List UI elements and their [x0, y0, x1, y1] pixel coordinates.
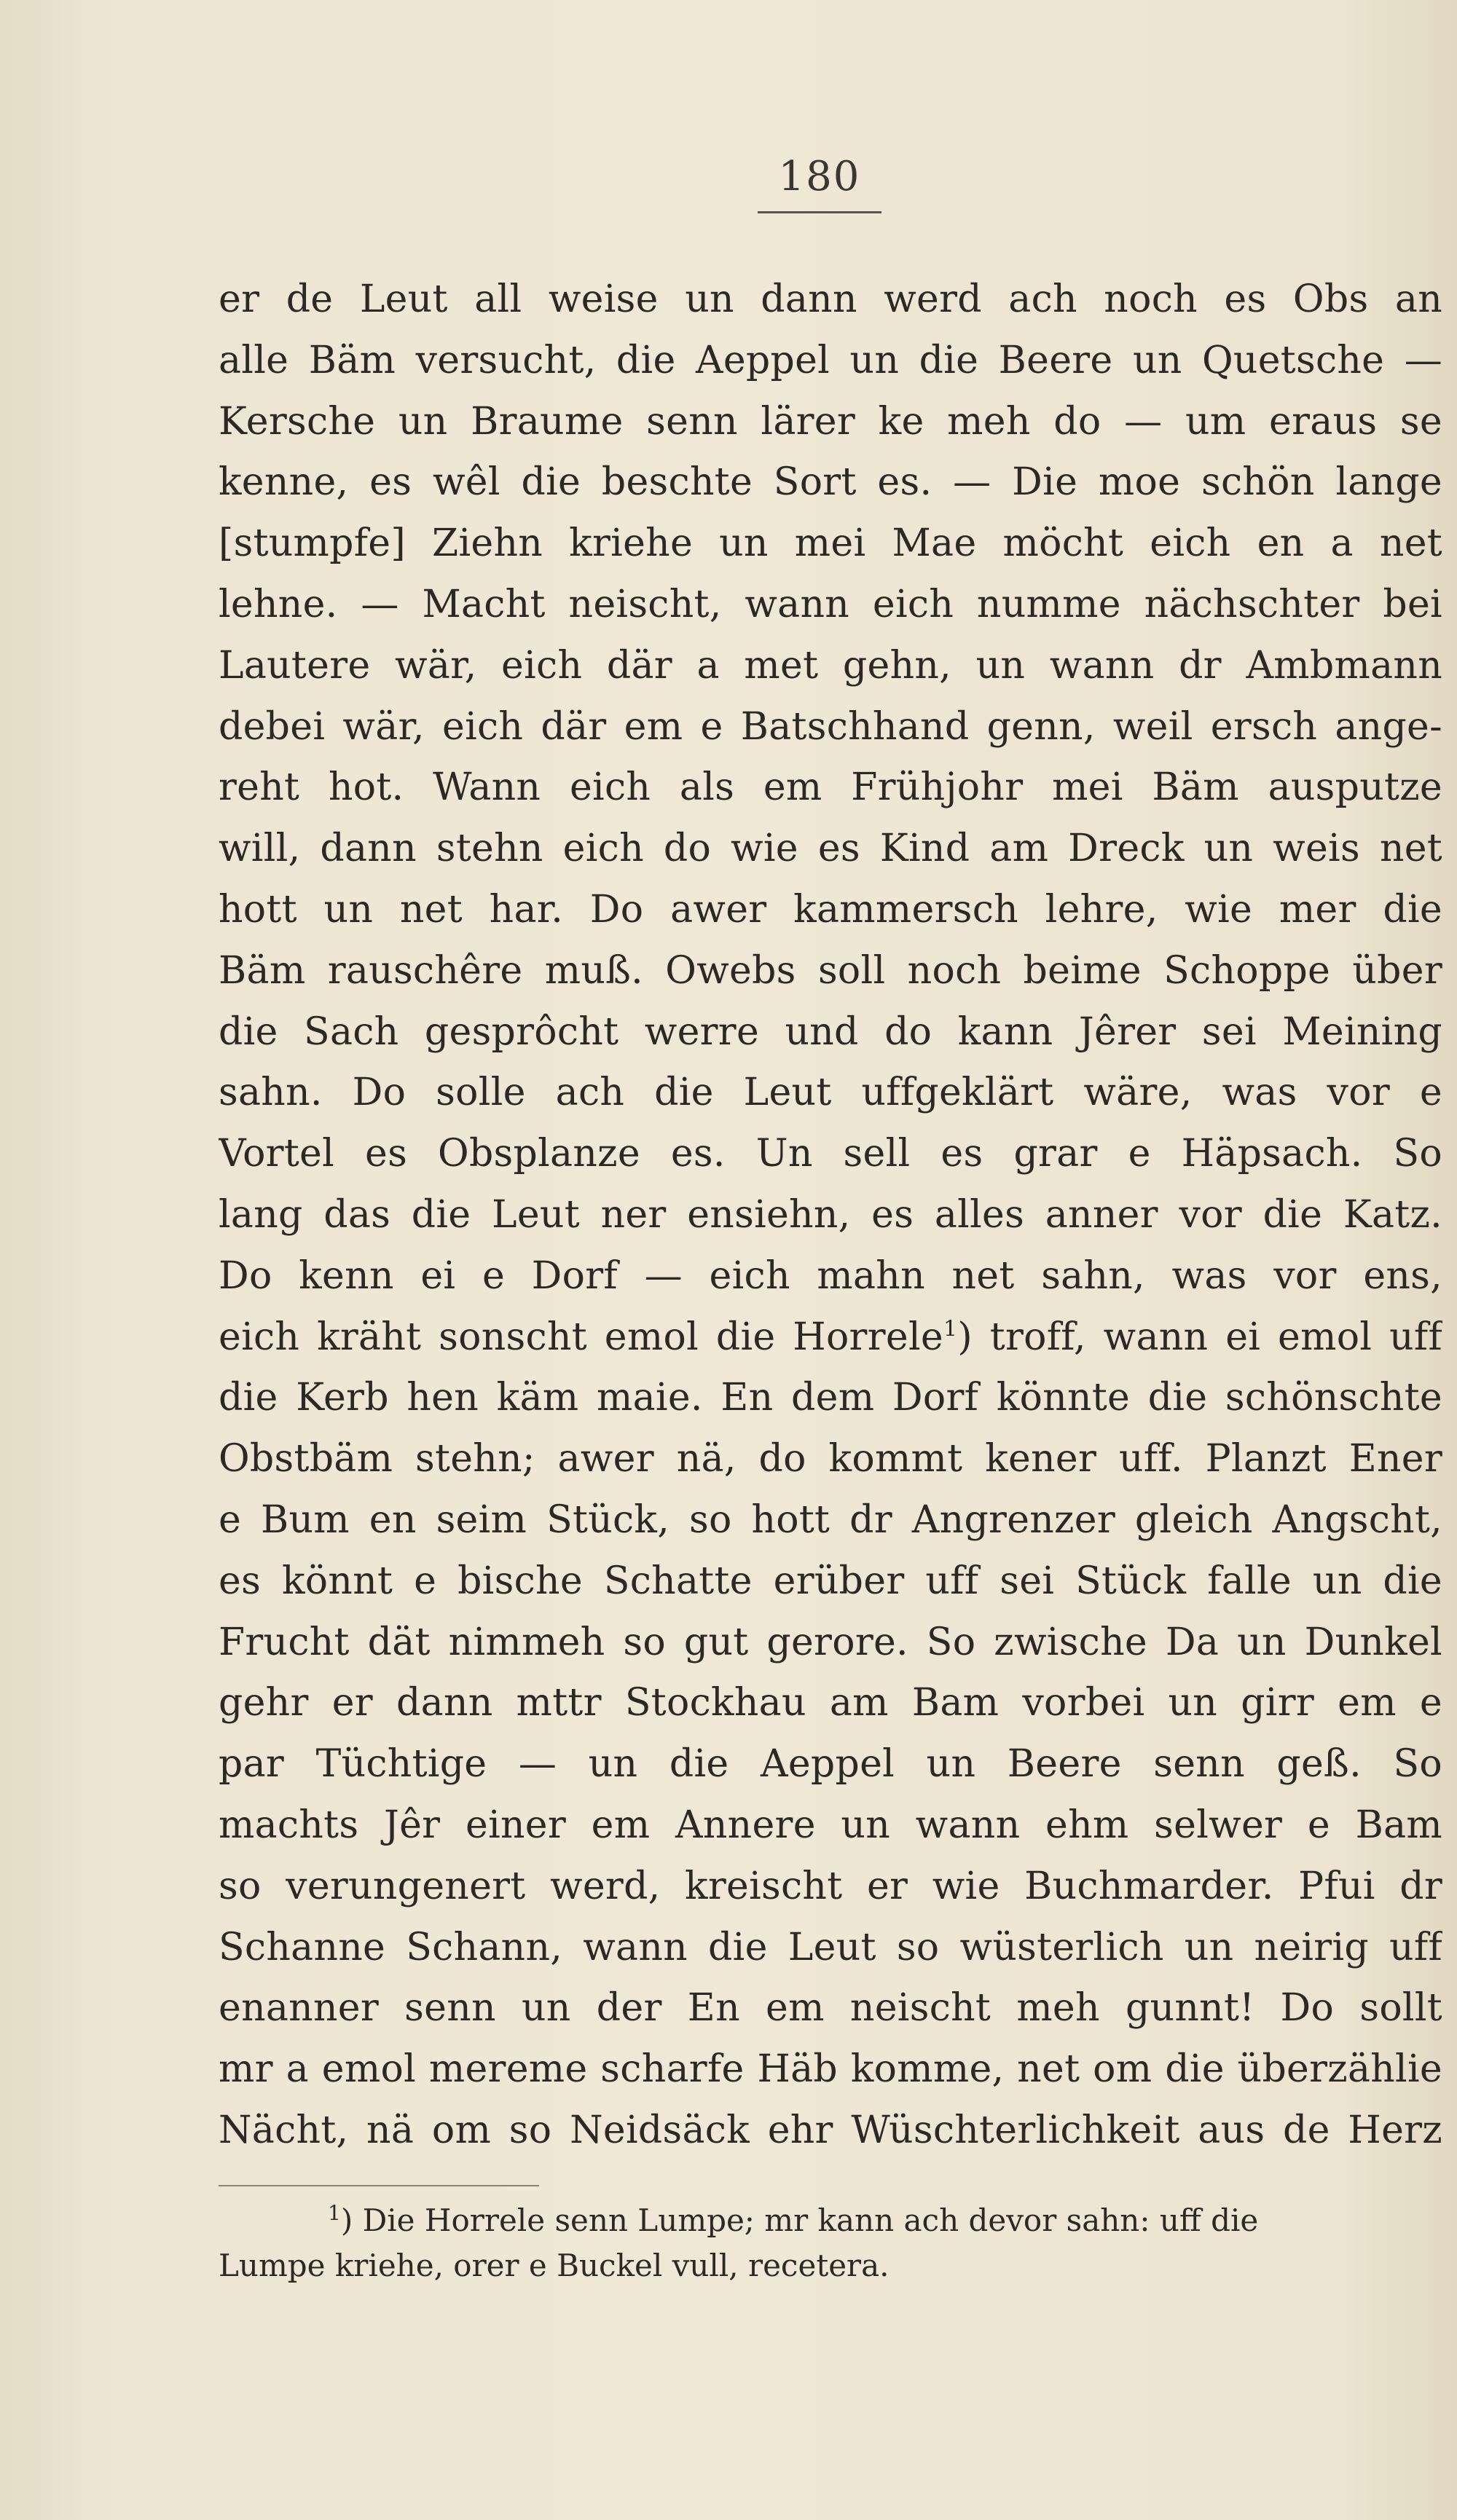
footnote-line — [219, 2198, 1442, 2243]
text-line: sahn. Do solle ach die Leut uffgeklärt wäre, was vor e — [219, 1071, 1442, 1115]
footnote-marker: 1 — [328, 2201, 341, 2225]
text-line: er de Leut all weise un dann werd ach noch es Obs an — [219, 277, 1442, 321]
text-line: Vortel es Obsplanze es. Un sell es grar e Häpsach. So — [219, 1132, 1442, 1176]
footnote-reference: 1 — [943, 1316, 958, 1342]
page-number-rule — [758, 211, 881, 213]
text-line: Nächt, nä om so Neidsäck ehr Wüschterlichkeit aus de Herz — [219, 2108, 1442, 2152]
text-line: Lautere wär, eich där a met gehn, un wann dr Ambmann — [219, 643, 1442, 688]
footnote-line: Lumpe kriehe, orer e Buckel vull, recetera. — [219, 2248, 889, 2283]
text-line: Frucht dät nimmeh so gut gerore. So zwische Da un Dunkel — [219, 1620, 1442, 1664]
text-line: mr a emol mereme scharfe Häb komme, net om die überzählie — [219, 2047, 1442, 2092]
text-line: enanner senn un der En em neischt meh gunnt! Do sollt — [219, 1986, 1442, 2031]
text-line: Obstbäm stehn; awer nä, do kommt kener uff. Planzt Ener — [219, 1437, 1442, 1481]
text-line: par Tüchtige — un die Aeppel un Beere senn geß. So — [219, 1742, 1442, 1787]
body-text — [219, 269, 1442, 2162]
footnote — [219, 2198, 1442, 2288]
text-line: gehr er dann mttr Stockhau am Bam vorbei un girr em e — [219, 1681, 1442, 1725]
text-line: debei wär, eich där em e Batschhand genn, weil ersch ange- — [219, 704, 1442, 749]
text-line: lang das die Leut ner ensiehn, es alles anner vor die Katz. — [219, 1192, 1442, 1237]
text-line: die Kerb hen käm maie. En dem Dorf könnte die schönschte — [219, 1376, 1442, 1420]
text-line: e Bum en seim Stück, so hott dr Angrenzer gleich Angscht, — [219, 1497, 1442, 1542]
text-line: Bäm rauschêre muß. Owebs soll noch beime Schoppe über — [219, 948, 1442, 993]
footnote-text: ) Die Horrele senn Lumpe; mr kann ach devor sahn: uff die — [340, 2202, 1259, 2238]
footnote-rule — [219, 2185, 539, 2186]
text-line: es könnt e bische Schatte erüber uff sei Stück falle un die — [219, 1559, 1442, 1603]
text-line: die Sach gesprôcht werre und do kann Jêrer sei Meining — [219, 1009, 1442, 1054]
text-fragment: eich kräht sonscht emol die Horrele — [219, 1315, 943, 1359]
text-fragment: ) troff, wann ei emol uff — [957, 1315, 1442, 1359]
text-line: Schanne Schann, wann die Leut so wüsterlich un neirig uff — [219, 1925, 1442, 1969]
page-number: 180 — [778, 153, 861, 200]
text-line: Kersche un Braume senn lärer ke meh do — um eraus se — [219, 399, 1442, 444]
text-line: lehne. — Macht neischt, wann eich numme nächschter bei — [219, 582, 1442, 626]
text-line: machts Jêr einer em Annere un wann ehm selwer e Bam — [219, 1803, 1442, 1847]
text-line-with-footnote-ref — [219, 1307, 1442, 1369]
text-line: so verungenert werd, kreischt er wie Buchmarder. Pfui dr — [219, 1864, 1442, 1908]
text-line: will, dann stehn eich do wie es Kind am Dreck un weis net — [219, 827, 1442, 871]
text-line: reht hot. Wann eich als em Frühjohr mei Bäm ausputze — [219, 765, 1442, 810]
text-line: [stumpfe] Ziehn kriehe un mei Mae möcht eich en a net — [219, 521, 1442, 566]
text-line: Do kenn ei e Dorf — eich mahn net sahn, was vor ens, — [219, 1253, 1442, 1298]
text-line: alle Bäm versucht, die Aeppel un die Beere un Quetsche — — [219, 338, 1442, 382]
text-line: hott un net har. Do awer kammersch lehre, wie mer die — [219, 887, 1442, 932]
text-line: kenne, es wêl die beschte Sort es. — Die moe schön lange — [219, 460, 1442, 505]
